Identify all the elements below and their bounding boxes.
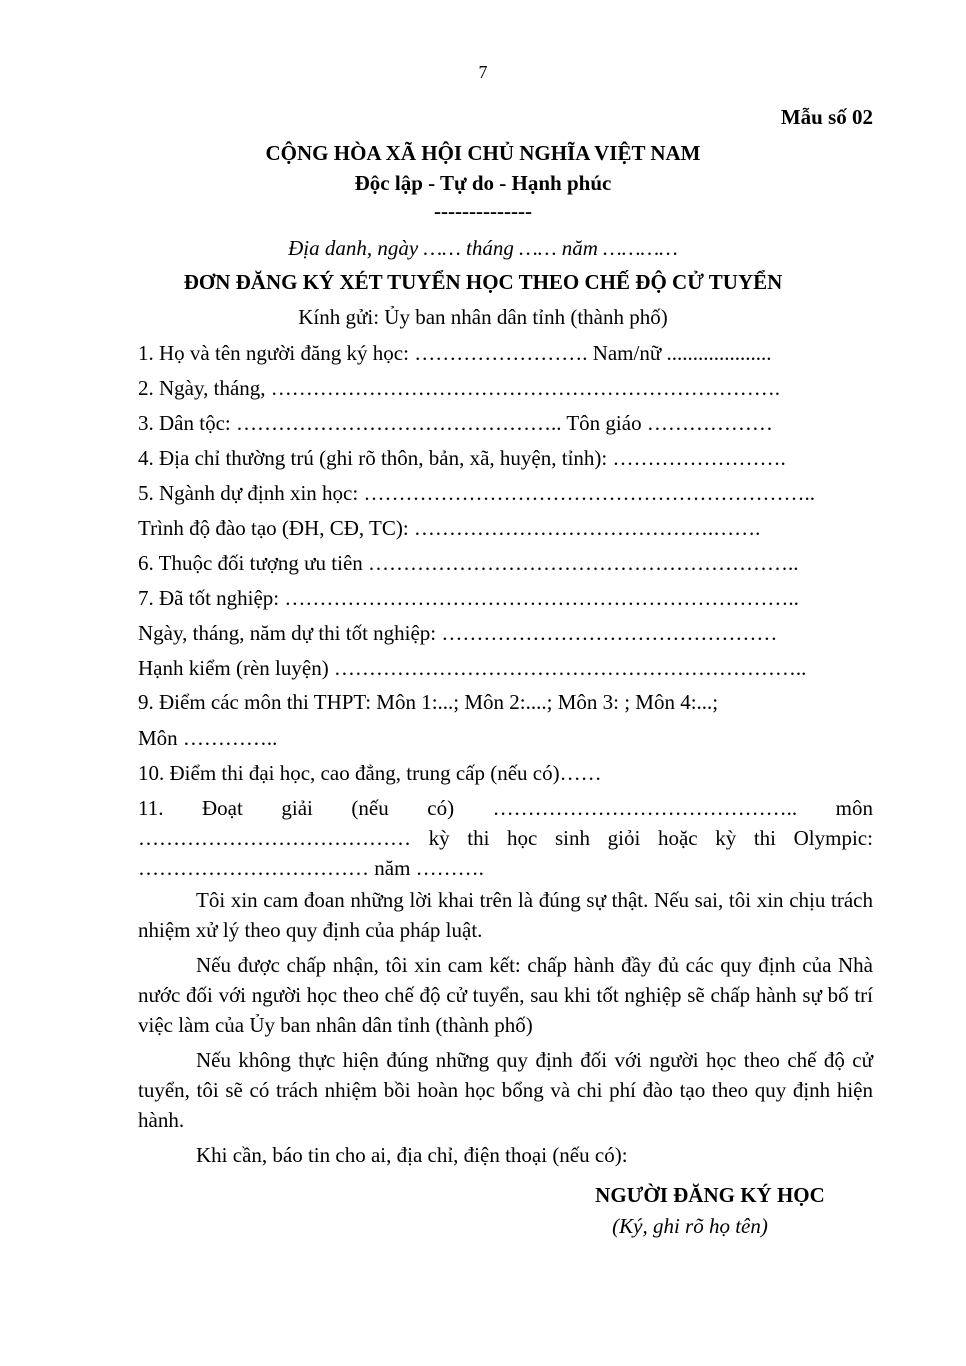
field-conduct: Hạnh kiểm (rèn luyện) ………………………………………………………….. <box>138 656 807 680</box>
paragraph-reimbursement: Nếu không thực hiện đúng những quy định đối với người học theo chế độ cử tuyển, tôi sẽ có trách nhiệm bồi hoàn học bổng và chi phí đào tạo theo quy định hiện hành. <box>138 1048 873 1132</box>
paragraph-commitment: Nếu được chấp nhận, tôi xin cam kết: chấp hành đầy đủ các quy định của Nhà nước đối với người học theo chế độ cử tuyển, sau khi tốt nghiệp sẽ chấp hành sự bố trí việc làm của Ủy ban nhân dân tỉnh (thành phố) <box>138 953 873 1037</box>
country-header: CỘNG HÒA XÃ HỘI CHỦ NGHĨA VIỆT NAM <box>265 141 701 165</box>
field-graduation-exam-date: Ngày, tháng, năm dự thi tốt nghiệp: ………………………………………… <box>138 621 778 645</box>
field-priority-group: 6. Thuộc đối tượng ưu tiên …………………………………………………….. <box>138 551 799 575</box>
field-address: 4. Địa chỉ thường trú (ghi rõ thôn, bản, xã, huyện, tỉnh): ……………………. <box>138 446 786 470</box>
paragraph-contact: Khi cần, báo tin cho ai, địa chỉ, điện thoại (nếu có): <box>196 1143 628 1167</box>
field-training-level: Trình độ đào tạo (ĐH, CĐ, TC): …………………………………….……. <box>138 516 761 540</box>
word: kỳ <box>428 826 450 850</box>
word: ………………………………… <box>138 826 411 850</box>
word: hoặc <box>657 826 698 850</box>
form-code: Mẫu số 02 <box>780 105 873 129</box>
field-graduated: 7. Đã tốt nghiệp: ……………………………………………………………….. <box>138 586 799 610</box>
word: thi <box>753 826 777 850</box>
word: giải <box>281 796 313 820</box>
word: Đoạt <box>202 796 243 820</box>
field-exam-scores-extra: Môn ………….. <box>138 726 278 750</box>
word: có) <box>427 796 455 820</box>
field-exam-scores: 9. Điểm các môn thi THPT: Môn 1:...; Môn 2:....; Môn 3: ; Môn 4:...; <box>138 690 719 714</box>
signature-note: (Ký, ghi rõ họ tên) <box>612 1214 768 1238</box>
word: …………………………………….. <box>492 796 798 820</box>
form-title: ĐƠN ĐĂNG KÝ XÉT TUYỂN HỌC THEO CHẾ ĐỘ CỬ TUYỂN <box>183 270 783 294</box>
motto: Độc lập - Tự do - Hạnh phúc <box>354 171 612 195</box>
field-ethnicity-religion: 3. Dân tộc: ……………………………………….. Tôn giáo ……………… <box>138 411 773 435</box>
word: thi <box>467 826 490 850</box>
word: sinh <box>555 826 591 850</box>
field-birth-date: 2. Ngày, tháng, ………………………………………………………………. <box>138 376 781 400</box>
field-awards-line-2 <box>138 826 873 850</box>
page-number: 7 <box>478 62 488 82</box>
place-date: Địa danh, ngày …… tháng …… năm ………… <box>288 236 678 260</box>
field-university-exam-scores: 10. Điểm thi đại học, cao đẳng, trung cấp (nếu có)…… <box>138 761 602 785</box>
word: học <box>507 826 538 850</box>
field-full-name: 1. Họ và tên người đăng ký học: ……………………. Nam/nữ .................... <box>138 341 772 365</box>
recipient: Kính gửi: Ủy ban nhân dân tỉnh (thành phố) <box>298 305 668 329</box>
field-awards-line-1 <box>138 796 873 820</box>
word: giỏi <box>607 826 641 850</box>
word: kỳ <box>715 826 737 850</box>
signature-label: NGƯỜI ĐĂNG KÝ HỌC <box>595 1183 825 1207</box>
paragraph-declaration: Tôi xin cam đoan những lời khai trên là đúng sự thật. Nếu sai, tôi xin chịu trách nhiệm xử lý theo quy định của pháp luật. <box>138 888 873 942</box>
word: (nếu <box>351 796 389 820</box>
word: Olympic: <box>793 826 873 850</box>
header-divider: -------------- <box>434 199 532 223</box>
word: môn <box>835 796 873 820</box>
field-awards-line-3: …………………………… năm ………. <box>138 856 484 880</box>
word: 11. <box>138 796 164 820</box>
field-intended-major: 5. Ngành dự định xin học: ……………………………………………………….. <box>138 481 815 505</box>
